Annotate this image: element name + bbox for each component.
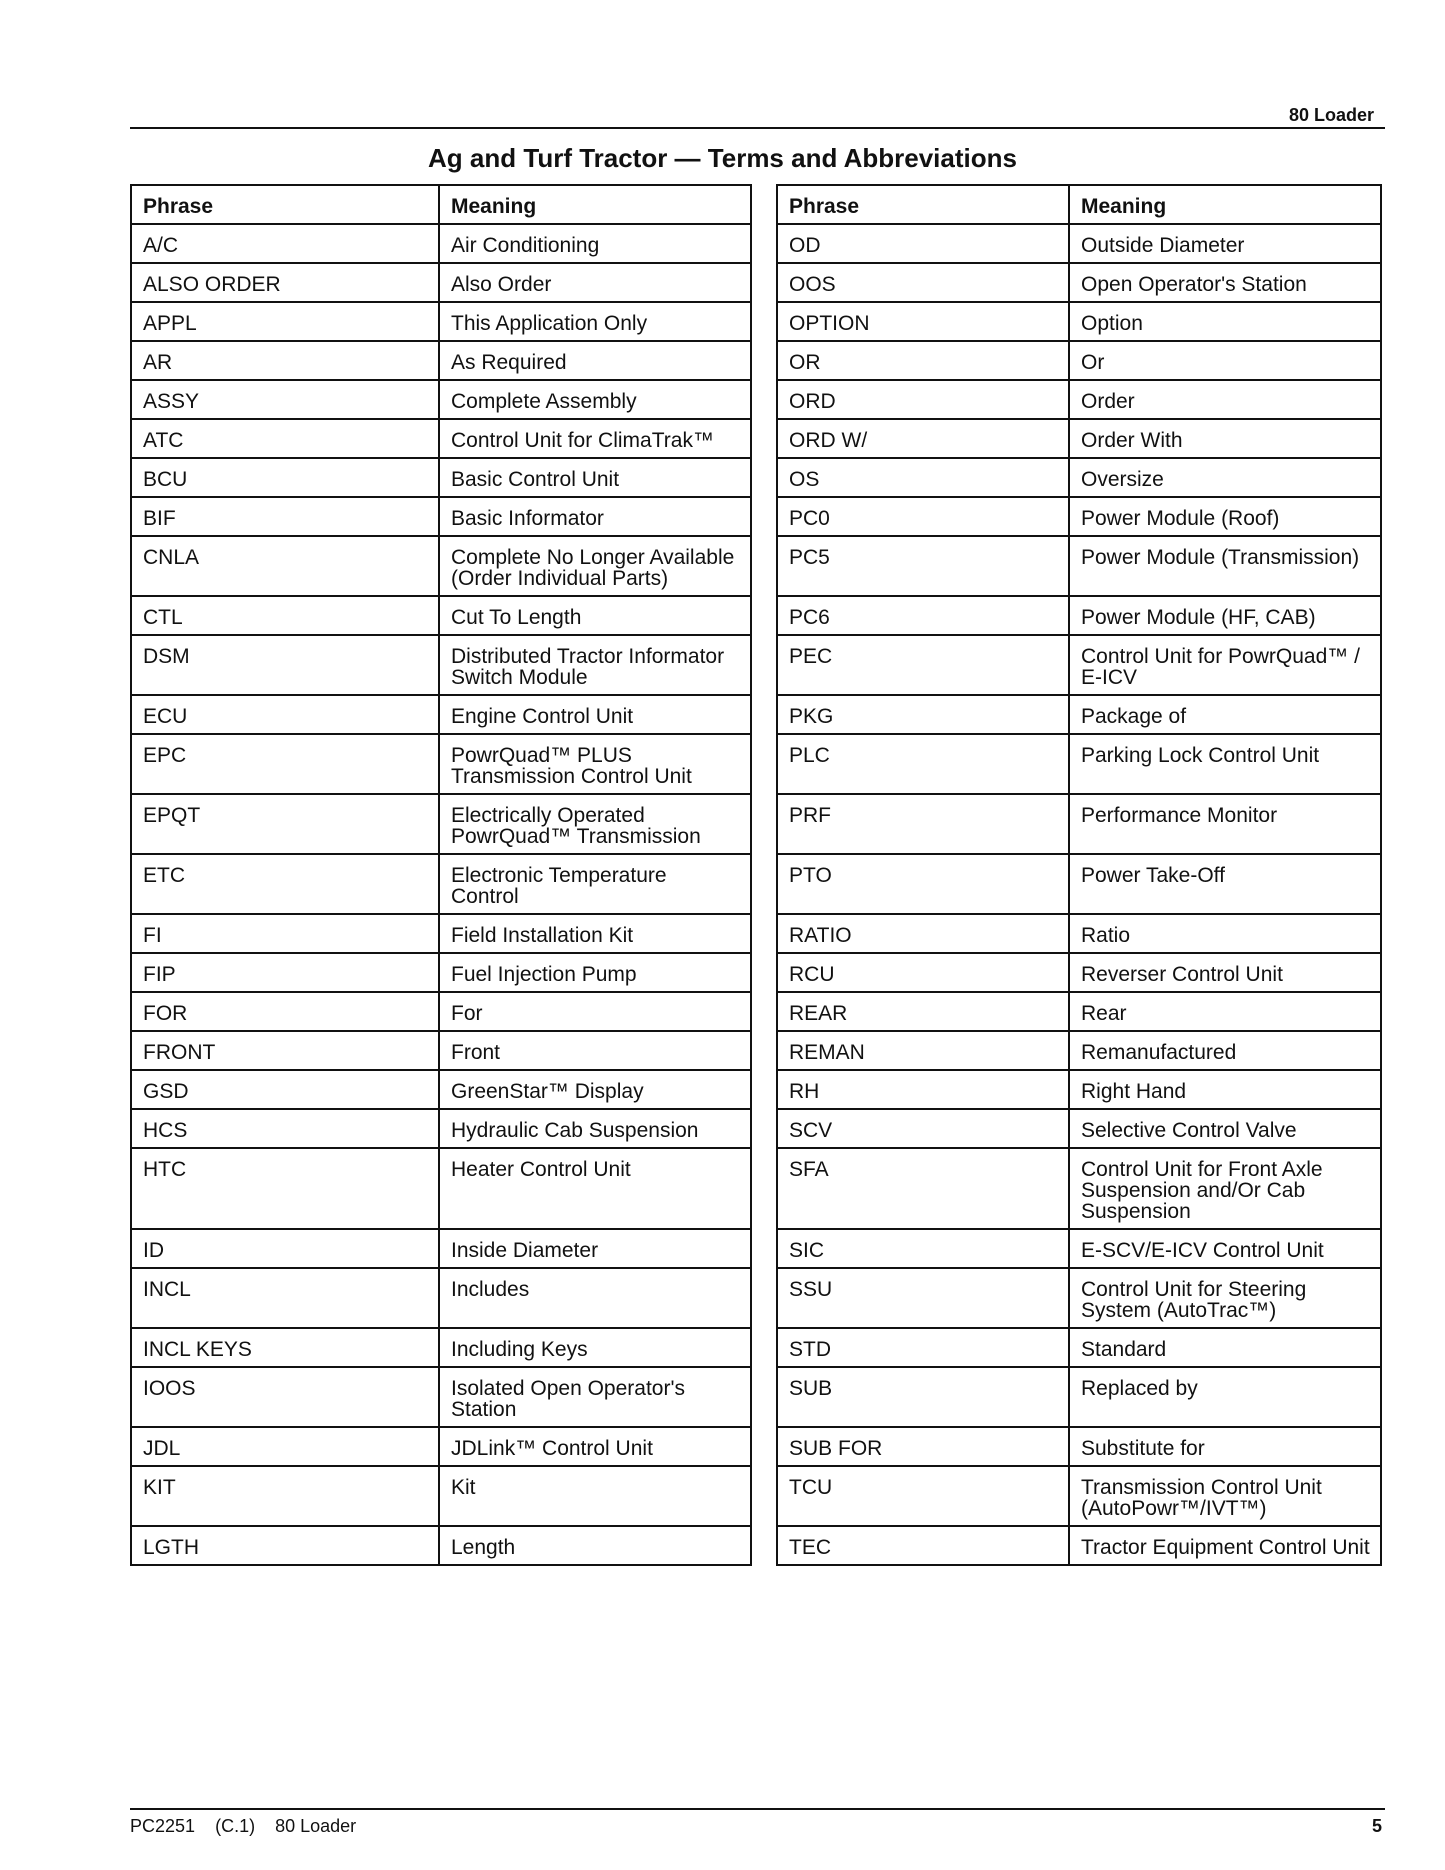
phrase-cell: ID [131,1229,439,1268]
table-row [131,1526,1381,1565]
meaning-cell: Isolated Open Operator's Station [439,1367,751,1427]
meaning-cell: Front [439,1031,751,1070]
table-row [131,380,1381,419]
meaning-cell: Control Unit for Steering System (AutoTrac™) [1069,1268,1381,1328]
meaning-cell: Including Keys [439,1328,751,1367]
phrase-cell: OD [777,224,1069,263]
phrase-cell: TEC [777,1526,1069,1565]
phrase-cell: APPL [131,302,439,341]
meaning-cell: Heater Control Unit [439,1148,751,1229]
meaning-cell: Control Unit for PowrQuad™ / E-ICV [1069,635,1381,695]
table-row [131,1109,1381,1148]
terms-table [130,184,1382,1566]
phrase-cell: DSM [131,635,439,695]
column-gap [751,302,777,341]
meaning-cell: Right Hand [1069,1070,1381,1109]
phrase-cell: PC6 [777,596,1069,635]
table-row [131,1367,1381,1427]
phrase-cell: JDL [131,1427,439,1466]
phrase-cell: KIT [131,1466,439,1526]
table-row [131,458,1381,497]
phrase-cell: SUB FOR [777,1427,1069,1466]
column-gap [751,953,777,992]
table-row [131,497,1381,536]
phrase-cell: FRONT [131,1031,439,1070]
meaning-cell: Also Order [439,263,751,302]
header-phrase-left: Phrase [131,185,439,224]
meaning-cell: Basic Informator [439,497,751,536]
meaning-cell: Engine Control Unit [439,695,751,734]
phrase-cell: IOOS [131,1367,439,1427]
table-row [131,1466,1381,1526]
header-phrase-right: Phrase [777,185,1069,224]
header-section-title: 80 Loader [1288,105,1374,125]
meaning-cell: Package of [1069,695,1381,734]
phrase-cell: SSU [777,1268,1069,1328]
table-row [131,734,1381,794]
meaning-cell: Power Take-Off [1069,854,1381,914]
column-gap [751,1148,777,1229]
meaning-cell: Order With [1069,419,1381,458]
page-number: 5 [1371,1816,1382,1836]
column-gap [751,1526,777,1565]
phrase-cell: ECU [131,695,439,734]
meaning-cell: Ratio [1069,914,1381,953]
phrase-cell: SCV [777,1109,1069,1148]
meaning-cell: Inside Diameter [439,1229,751,1268]
phrase-cell: BIF [131,497,439,536]
phrase-cell: INCL KEYS [131,1328,439,1367]
column-gap [751,1031,777,1070]
meaning-cell: Open Operator's Station [1069,263,1381,302]
phrase-cell: RH [777,1070,1069,1109]
phrase-cell: OR [777,341,1069,380]
phrase-cell: AR [131,341,439,380]
phrase-cell: PKG [777,695,1069,734]
table-row [131,224,1381,263]
table-row [131,953,1381,992]
table-row [131,1427,1381,1466]
column-gap [751,914,777,953]
table-row [131,794,1381,854]
column-gap [751,1466,777,1526]
header-rule [130,127,1385,129]
column-gap [751,695,777,734]
meaning-cell: Hydraulic Cab Suspension [439,1109,751,1148]
footer-info [130,1816,356,1837]
meaning-cell: Performance Monitor [1069,794,1381,854]
meaning-cell: Outside Diameter [1069,224,1381,263]
phrase-cell: PLC [777,734,1069,794]
column-gap [751,854,777,914]
meaning-cell: Fuel Injection Pump [439,953,751,992]
table-row [131,1328,1381,1367]
phrase-cell: LGTH [131,1526,439,1565]
column-gap [751,458,777,497]
phrase-cell: ASSY [131,380,439,419]
phrase-cell: GSD [131,1070,439,1109]
table-row [131,635,1381,695]
table-row [131,263,1381,302]
meaning-cell: Transmission Control Unit (AutoPowr™/IVT™) [1069,1466,1381,1526]
meaning-cell: Power Module (HF, CAB) [1069,596,1381,635]
phrase-cell: SIC [777,1229,1069,1268]
phrase-cell: TCU [777,1466,1069,1526]
meaning-cell: Or [1069,341,1381,380]
column-gap [751,536,777,596]
phrase-cell: REAR [777,992,1069,1031]
meaning-cell: Electrically Operated PowrQuad™ Transmission [439,794,751,854]
footer-rule [130,1808,1385,1810]
meaning-cell: Reverser Control Unit [1069,953,1381,992]
phrase-cell: FIP [131,953,439,992]
footer-section: 80 Loader [275,1816,357,1836]
column-gap [751,224,777,263]
column-gap [751,1367,777,1427]
phrase-cell: ATC [131,419,439,458]
table-row [131,695,1381,734]
meaning-cell: Replaced by [1069,1367,1381,1427]
table-row [131,419,1381,458]
meaning-cell: JDLink™ Control Unit [439,1427,751,1466]
table-row [131,992,1381,1031]
table-header-row [131,185,1381,224]
footer-revision: (C.1) [215,1816,256,1836]
phrase-cell: PC0 [777,497,1069,536]
phrase-cell: PEC [777,635,1069,695]
meaning-cell: Remanufactured [1069,1031,1381,1070]
phrase-cell: FI [131,914,439,953]
column-gap [751,263,777,302]
phrase-cell: INCL [131,1268,439,1328]
phrase-cell: BCU [131,458,439,497]
column-gap [751,734,777,794]
table-row [131,596,1381,635]
column-gap [751,497,777,536]
page-title: Ag and Turf Tractor — Terms and Abbreviations [428,143,1017,173]
meaning-cell: Kit [439,1466,751,1526]
phrase-cell: CNLA [131,536,439,596]
phrase-cell: SUB [777,1367,1069,1427]
meaning-cell: GreenStar™ Display [439,1070,751,1109]
header-meaning-right: Meaning [1069,185,1381,224]
phrase-cell: HTC [131,1148,439,1229]
meaning-cell: Oversize [1069,458,1381,497]
column-gap [751,1229,777,1268]
meaning-cell: Rear [1069,992,1381,1031]
meaning-cell: For [439,992,751,1031]
column-gap [751,1268,777,1328]
meaning-cell: Order [1069,380,1381,419]
column-gap [751,1328,777,1367]
meaning-cell: Substitute for [1069,1427,1381,1466]
meaning-cell: Control Unit for ClimaTrak™ [439,419,751,458]
column-gap [751,380,777,419]
phrase-cell: OS [777,458,1069,497]
column-gap [751,1070,777,1109]
table-row [131,1148,1381,1229]
meaning-cell: Length [439,1526,751,1565]
phrase-cell: OOS [777,263,1069,302]
meaning-cell: Power Module (Roof) [1069,497,1381,536]
meaning-cell: E-SCV/E-ICV Control Unit [1069,1229,1381,1268]
phrase-cell: RATIO [777,914,1069,953]
table-row [131,914,1381,953]
meaning-cell: Control Unit for Front Axle Suspension and/Or Cab Suspension [1069,1148,1381,1229]
meaning-cell: Complete No Longer Available (Order Individual Parts) [439,536,751,596]
meaning-cell: Electronic Temperature Control [439,854,751,914]
phrase-cell: EPC [131,734,439,794]
phrase-cell: EPQT [131,794,439,854]
phrase-cell: RCU [777,953,1069,992]
terms-table-body [131,185,1381,1565]
column-gap [751,185,777,224]
column-gap [751,596,777,635]
meaning-cell: Standard [1069,1328,1381,1367]
phrase-cell: HCS [131,1109,439,1148]
column-gap [751,1427,777,1466]
phrase-cell: SFA [777,1148,1069,1229]
column-gap [751,1109,777,1148]
phrase-cell: PC5 [777,536,1069,596]
table-row [131,341,1381,380]
header-meaning-left: Meaning [439,185,751,224]
table-row [131,1031,1381,1070]
meaning-cell: Option [1069,302,1381,341]
meaning-cell: As Required [439,341,751,380]
column-gap [751,341,777,380]
meaning-cell: PowrQuad™ PLUS Transmission Control Unit [439,734,751,794]
phrase-cell: A/C [131,224,439,263]
table-row [131,1229,1381,1268]
column-gap [751,992,777,1031]
meaning-cell: Power Module (Transmission) [1069,536,1381,596]
column-gap [751,794,777,854]
phrase-cell: ORD [777,380,1069,419]
meaning-cell: Tractor Equipment Control Unit [1069,1526,1381,1565]
meaning-cell: Complete Assembly [439,380,751,419]
meaning-cell: This Application Only [439,302,751,341]
phrase-cell: ORD W/ [777,419,1069,458]
phrase-cell: CTL [131,596,439,635]
table-row [131,536,1381,596]
meaning-cell: Parking Lock Control Unit [1069,734,1381,794]
meaning-cell: Distributed Tractor Informator Switch Module [439,635,751,695]
phrase-cell: PTO [777,854,1069,914]
table-row [131,302,1381,341]
table-row [131,1070,1381,1109]
meaning-cell: Air Conditioning [439,224,751,263]
meaning-cell: Field Installation Kit [439,914,751,953]
meaning-cell: Includes [439,1268,751,1328]
meaning-cell: Basic Control Unit [439,458,751,497]
phrase-cell: ETC [131,854,439,914]
meaning-cell: Cut To Length [439,596,751,635]
phrase-cell: STD [777,1328,1069,1367]
column-gap [751,635,777,695]
table-row [131,1268,1381,1328]
footer-code: PC2251 [130,1816,196,1836]
phrase-cell: REMAN [777,1031,1069,1070]
table-row [131,854,1381,914]
phrase-cell: OPTION [777,302,1069,341]
phrase-cell: PRF [777,794,1069,854]
column-gap [751,419,777,458]
phrase-cell: ALSO ORDER [131,263,439,302]
phrase-cell: FOR [131,992,439,1031]
meaning-cell: Selective Control Valve [1069,1109,1381,1148]
